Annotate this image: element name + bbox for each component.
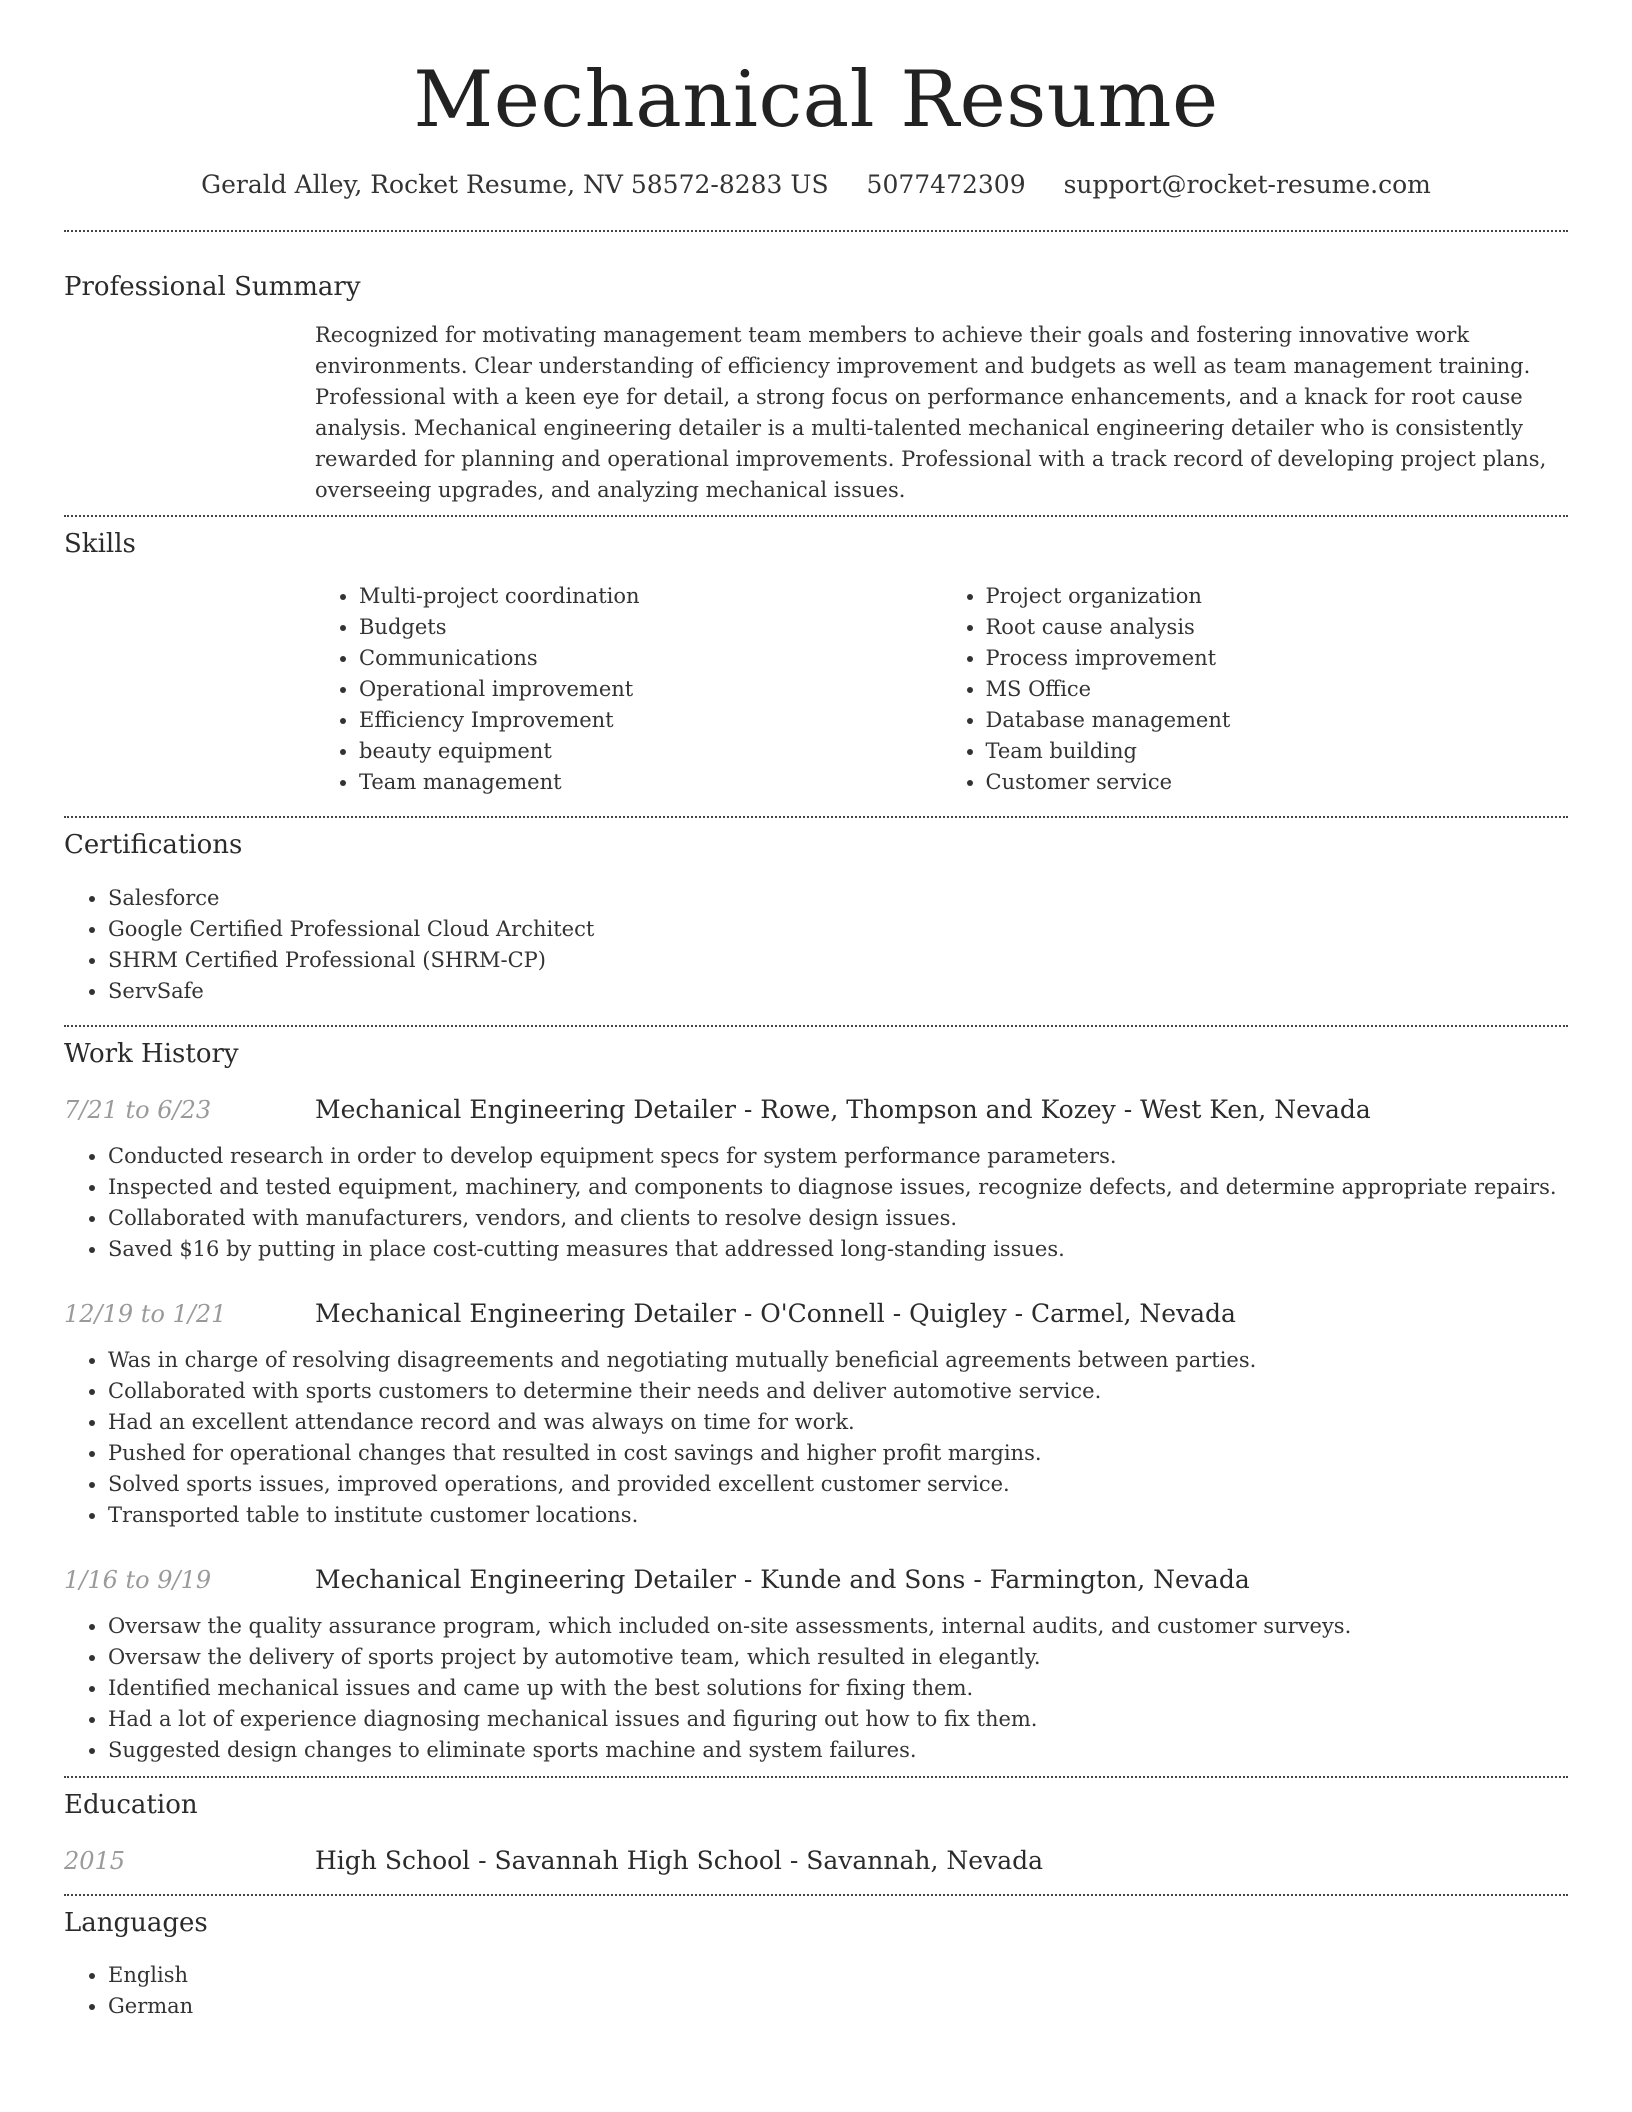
contact-address: Gerald Alley, Rocket Resume, NV 58572-8283 US <box>201 170 829 199</box>
section-title-skills: Skills <box>64 529 136 559</box>
section-title-education: Education <box>64 1790 198 1820</box>
list-item: • Project organization <box>986 581 1569 612</box>
job-bullets <box>64 1345 1568 1531</box>
list-item: • Oversaw the delivery of sports project by automotive team, which resulted in elegantly. <box>108 1642 1568 1673</box>
education-section <box>64 1788 1568 1878</box>
list-item: • Efficiency Improvement <box>359 705 942 736</box>
job-entry <box>64 1563 1568 1766</box>
list-item: • Had an excellent attendance record and was always on time for work. <box>108 1407 1568 1438</box>
languages-list <box>64 1960 1568 2022</box>
list-item: • Operational improvement <box>359 674 942 705</box>
job-entry <box>64 1093 1568 1265</box>
contact-phone: 5077472309 <box>866 170 1026 199</box>
list-item: • Inspected and tested equipment, machinery, and components to diagnose issues, recognize defects, and determine appropriate repairs. <box>108 1172 1568 1203</box>
list-item: • Pushed for operational changes that resulted in cost savings and higher profit margins. <box>108 1438 1568 1469</box>
list-item: • Team building <box>986 736 1569 767</box>
divider <box>64 1776 1568 1778</box>
job-header <box>64 1297 1568 1331</box>
list-item: • Root cause analysis <box>986 612 1569 643</box>
divider <box>64 1894 1568 1896</box>
jobs-list <box>64 1093 1568 1766</box>
divider <box>64 230 1568 232</box>
divider <box>64 816 1568 818</box>
skills-columns <box>315 581 1568 798</box>
list-item: • beauty equipment <box>359 736 942 767</box>
education-date: 2015 <box>64 1847 126 1875</box>
summary-section <box>64 270 1568 506</box>
list-item: • Multi-project coordination <box>359 581 942 612</box>
work-history-section <box>64 1037 1568 1766</box>
list-item: • Had a lot of experience diagnosing mechanical issues and figuring out how to fix them. <box>108 1704 1568 1735</box>
job-header <box>64 1563 1568 1597</box>
job-entry <box>64 1297 1568 1531</box>
list-item: • SHRM Certified Professional (SHRM-CP) <box>108 945 1568 976</box>
skills-list-right <box>942 581 1569 798</box>
divider <box>64 515 1568 517</box>
list-item: • Salesforce <box>108 883 1568 914</box>
list-item: • Process improvement <box>986 643 1569 674</box>
job-title: Mechanical Engineering Detailer - Rowe, Thompson and Kozey - West Ken, Nevada <box>315 1095 1371 1124</box>
list-item: • Collaborated with manufacturers, vendors, and clients to resolve design issues. <box>108 1203 1568 1234</box>
list-item: • Was in charge of resolving disagreements and negotiating mutually beneficial agreements between parties. <box>108 1345 1568 1376</box>
list-item: • MS Office <box>986 674 1569 705</box>
education-entry <box>64 1844 1568 1878</box>
list-item: • Collaborated with sports customers to determine their needs and deliver automotive service. <box>108 1376 1568 1407</box>
job-bullets <box>64 1611 1568 1766</box>
list-item: • Communications <box>359 643 942 674</box>
certifications-list <box>64 883 1568 1007</box>
summary-text: Recognized for motivating management team members to achieve their goals and fostering innovative work environments. Clear understanding of efficiency improvement and budgets as well as team management training. Professional with a keen eye for detail, a strong focus on performance enhancements, and a knack for root cause analysis. Mechanical engineering detailer is a multi-talented mechanical engineering detailer who is consistently rewarded for planning and operational improvements. Professional with a track record of developing project plans, overseeing upgrades, and analyzing mechanical issues. <box>315 323 1547 502</box>
section-title-work-history: Work History <box>64 1039 239 1069</box>
job-date: 12/19 to 1/21 <box>64 1300 227 1328</box>
certifications-section <box>64 828 1568 1007</box>
list-item: • Oversaw the quality assurance program, which included on-site assessments, internal audits, and customer surveys. <box>108 1611 1568 1642</box>
skills-section <box>64 527 1568 798</box>
list-item: • Saved $16 by putting in place cost-cutting measures that addressed long-standing issues. <box>108 1234 1568 1265</box>
list-item: • Budgets <box>359 612 942 643</box>
list-item: • Transported table to institute customer locations. <box>108 1500 1568 1531</box>
section-title-languages: Languages <box>64 1908 208 1938</box>
list-item: • English <box>108 1960 1568 1991</box>
divider <box>64 1025 1568 1027</box>
list-item: • Customer service <box>986 767 1569 798</box>
section-title-summary: Professional Summary <box>64 272 361 302</box>
list-item: • Identified mechanical issues and came up with the best solutions for fixing them. <box>108 1673 1568 1704</box>
contact-email: support@rocket-resume.com <box>1063 170 1431 199</box>
contact-line <box>64 168 1568 202</box>
job-bullets <box>64 1141 1568 1265</box>
list-item: • German <box>108 1991 1568 2022</box>
job-title: Mechanical Engineering Detailer - Kunde and Sons - Farmington, Nevada <box>315 1565 1250 1594</box>
list-item: • ServSafe <box>108 976 1568 1007</box>
job-header <box>64 1093 1568 1127</box>
section-title-certifications: Certifications <box>64 830 243 860</box>
list-item: • Google Certified Professional Cloud Architect <box>108 914 1568 945</box>
list-item: • Team management <box>359 767 942 798</box>
list-item: • Conducted research in order to develop equipment specs for system performance parameters. <box>108 1141 1568 1172</box>
job-title: Mechanical Engineering Detailer - O'Connell - Quigley - Carmel, Nevada <box>315 1299 1236 1328</box>
languages-section <box>64 1906 1568 2022</box>
job-date: 1/16 to 9/19 <box>64 1566 212 1594</box>
resume-page <box>64 0 1568 2022</box>
resume-title: Mechanical Resume <box>413 55 1219 145</box>
list-item: • Solved sports issues, improved operations, and provided excellent customer service. <box>108 1469 1568 1500</box>
list-item: • Suggested design changes to eliminate sports machine and system failures. <box>108 1735 1568 1766</box>
skills-list-left <box>315 581 942 798</box>
education-title: High School - Savannah High School - Savannah, Nevada <box>315 1846 1044 1875</box>
job-date: 7/21 to 6/23 <box>64 1096 212 1124</box>
list-item: • Database management <box>986 705 1569 736</box>
